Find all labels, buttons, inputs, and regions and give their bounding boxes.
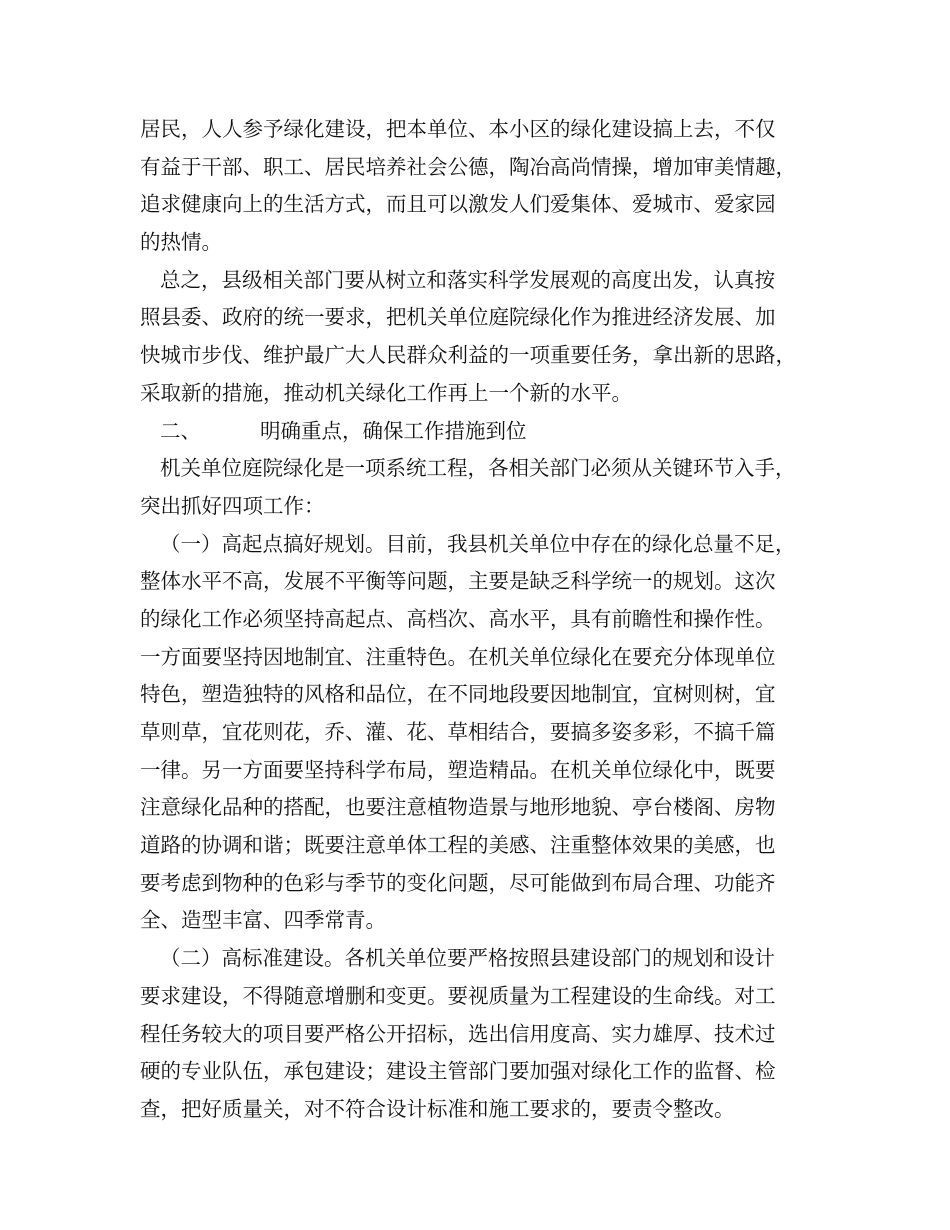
paragraph — [140, 526, 830, 941]
text-line: 查，把好质量关，对不符合设计标准和施工要求的，要责令整改。 — [140, 1096, 735, 1121]
text-line: 程任务较大的项目要严格公开招标，选出信用度高、实力雄厚、技术过 — [140, 1021, 776, 1046]
text-line: （二）高标准建设。各机关单位要严格按照县建设部门的规划和设计 — [160, 946, 775, 971]
paragraph — [140, 940, 830, 1128]
paragraph — [140, 450, 830, 525]
text-line: 的绿化工作必须坚持高起点、高档次、高水平，具有前瞻性和操作性。 — [140, 606, 776, 631]
text-line: 特色，塑造独特的风格和品位，在不同地段要因地制宜，宜树则树，宜 — [140, 682, 776, 707]
text-line: 全、造型丰富、四季常青。 — [140, 908, 386, 933]
text-line: 采取新的措施，推动机关绿化工作再上一个新的水平。 — [140, 380, 632, 405]
text-line: 照县委、政府的统一要求，把机关单位庭院绿化作为推进经济发展、加 — [140, 305, 776, 330]
text-line: 一方面要坚持因地制宜、注重特色。在机关单位绿化在要充分体现单位 — [140, 644, 776, 669]
text-line: 的热情。 — [140, 230, 222, 255]
section-heading — [140, 413, 830, 451]
text-line: 整体水平不高，发展不平衡等问题，主要是缺乏科学统一的规划。这次 — [140, 569, 776, 594]
text-line: 要考虑到物种的色彩与季节的变化问题，尽可能做到布局合理、功能齐 — [140, 870, 776, 895]
paragraph — [140, 262, 830, 413]
text-line: 硬的专业队伍，承包建设；建设主管部门要加强对绿化工作的监督、检 — [140, 1059, 776, 1084]
text-line: 追求健康向上的生活方式，而且可以激发人们爱集体、爱城市、爱家园 — [140, 192, 776, 217]
paragraph — [140, 111, 830, 262]
text-line: 居民，人人参予绿化建设，把本单位、本小区的绿化建设搞上去，不仅 — [140, 117, 776, 141]
section-number: 二、 — [160, 418, 201, 443]
text-line: 突出抓好四项工作： — [140, 493, 325, 518]
document-body — [140, 111, 830, 1129]
text-line: 草则草，宜花则花，乔、灌、花、草相结合，要搞多姿多彩，不搞千篇 — [140, 720, 776, 744]
text-line: 一律。另一方面要坚持科学布局，塑造精品。在机关单位绿化中，既要 — [140, 757, 776, 782]
text-line: 机关单位庭院绿化是一项系统工程，各相关部门必须从关键环节入手， — [160, 456, 796, 481]
section-title: 明确重点，确保工作措施到位 — [260, 418, 527, 443]
text-line: 道路的协调和谐；既要注意单体工程的美感、注重整体效果的美感，也 — [140, 833, 776, 858]
text-line: （一）高起点搞好规划。目前，我县机关单位中存在的绿化总量不足， — [160, 531, 796, 556]
text-line: 有益于干部、职工、居民培养社会公德，陶冶高尚情操，增加审美情趣， — [140, 154, 796, 179]
text-line: 要求建设，不得随意增删和变更。要视质量为工程建设的生命线。对工 — [140, 983, 776, 1008]
text-line: 快城市步伐、维护最广大人民群众利益的一项重要任务，拿出新的思路， — [140, 343, 796, 368]
text-line: 注意绿化品种的搭配，也要注意植物造景与地形地貌、亭台楼阁、房物 — [140, 795, 776, 820]
text-line: 总之，县级相关部门要从树立和落实科学发展观的高度出发，认真按 — [160, 267, 775, 292]
